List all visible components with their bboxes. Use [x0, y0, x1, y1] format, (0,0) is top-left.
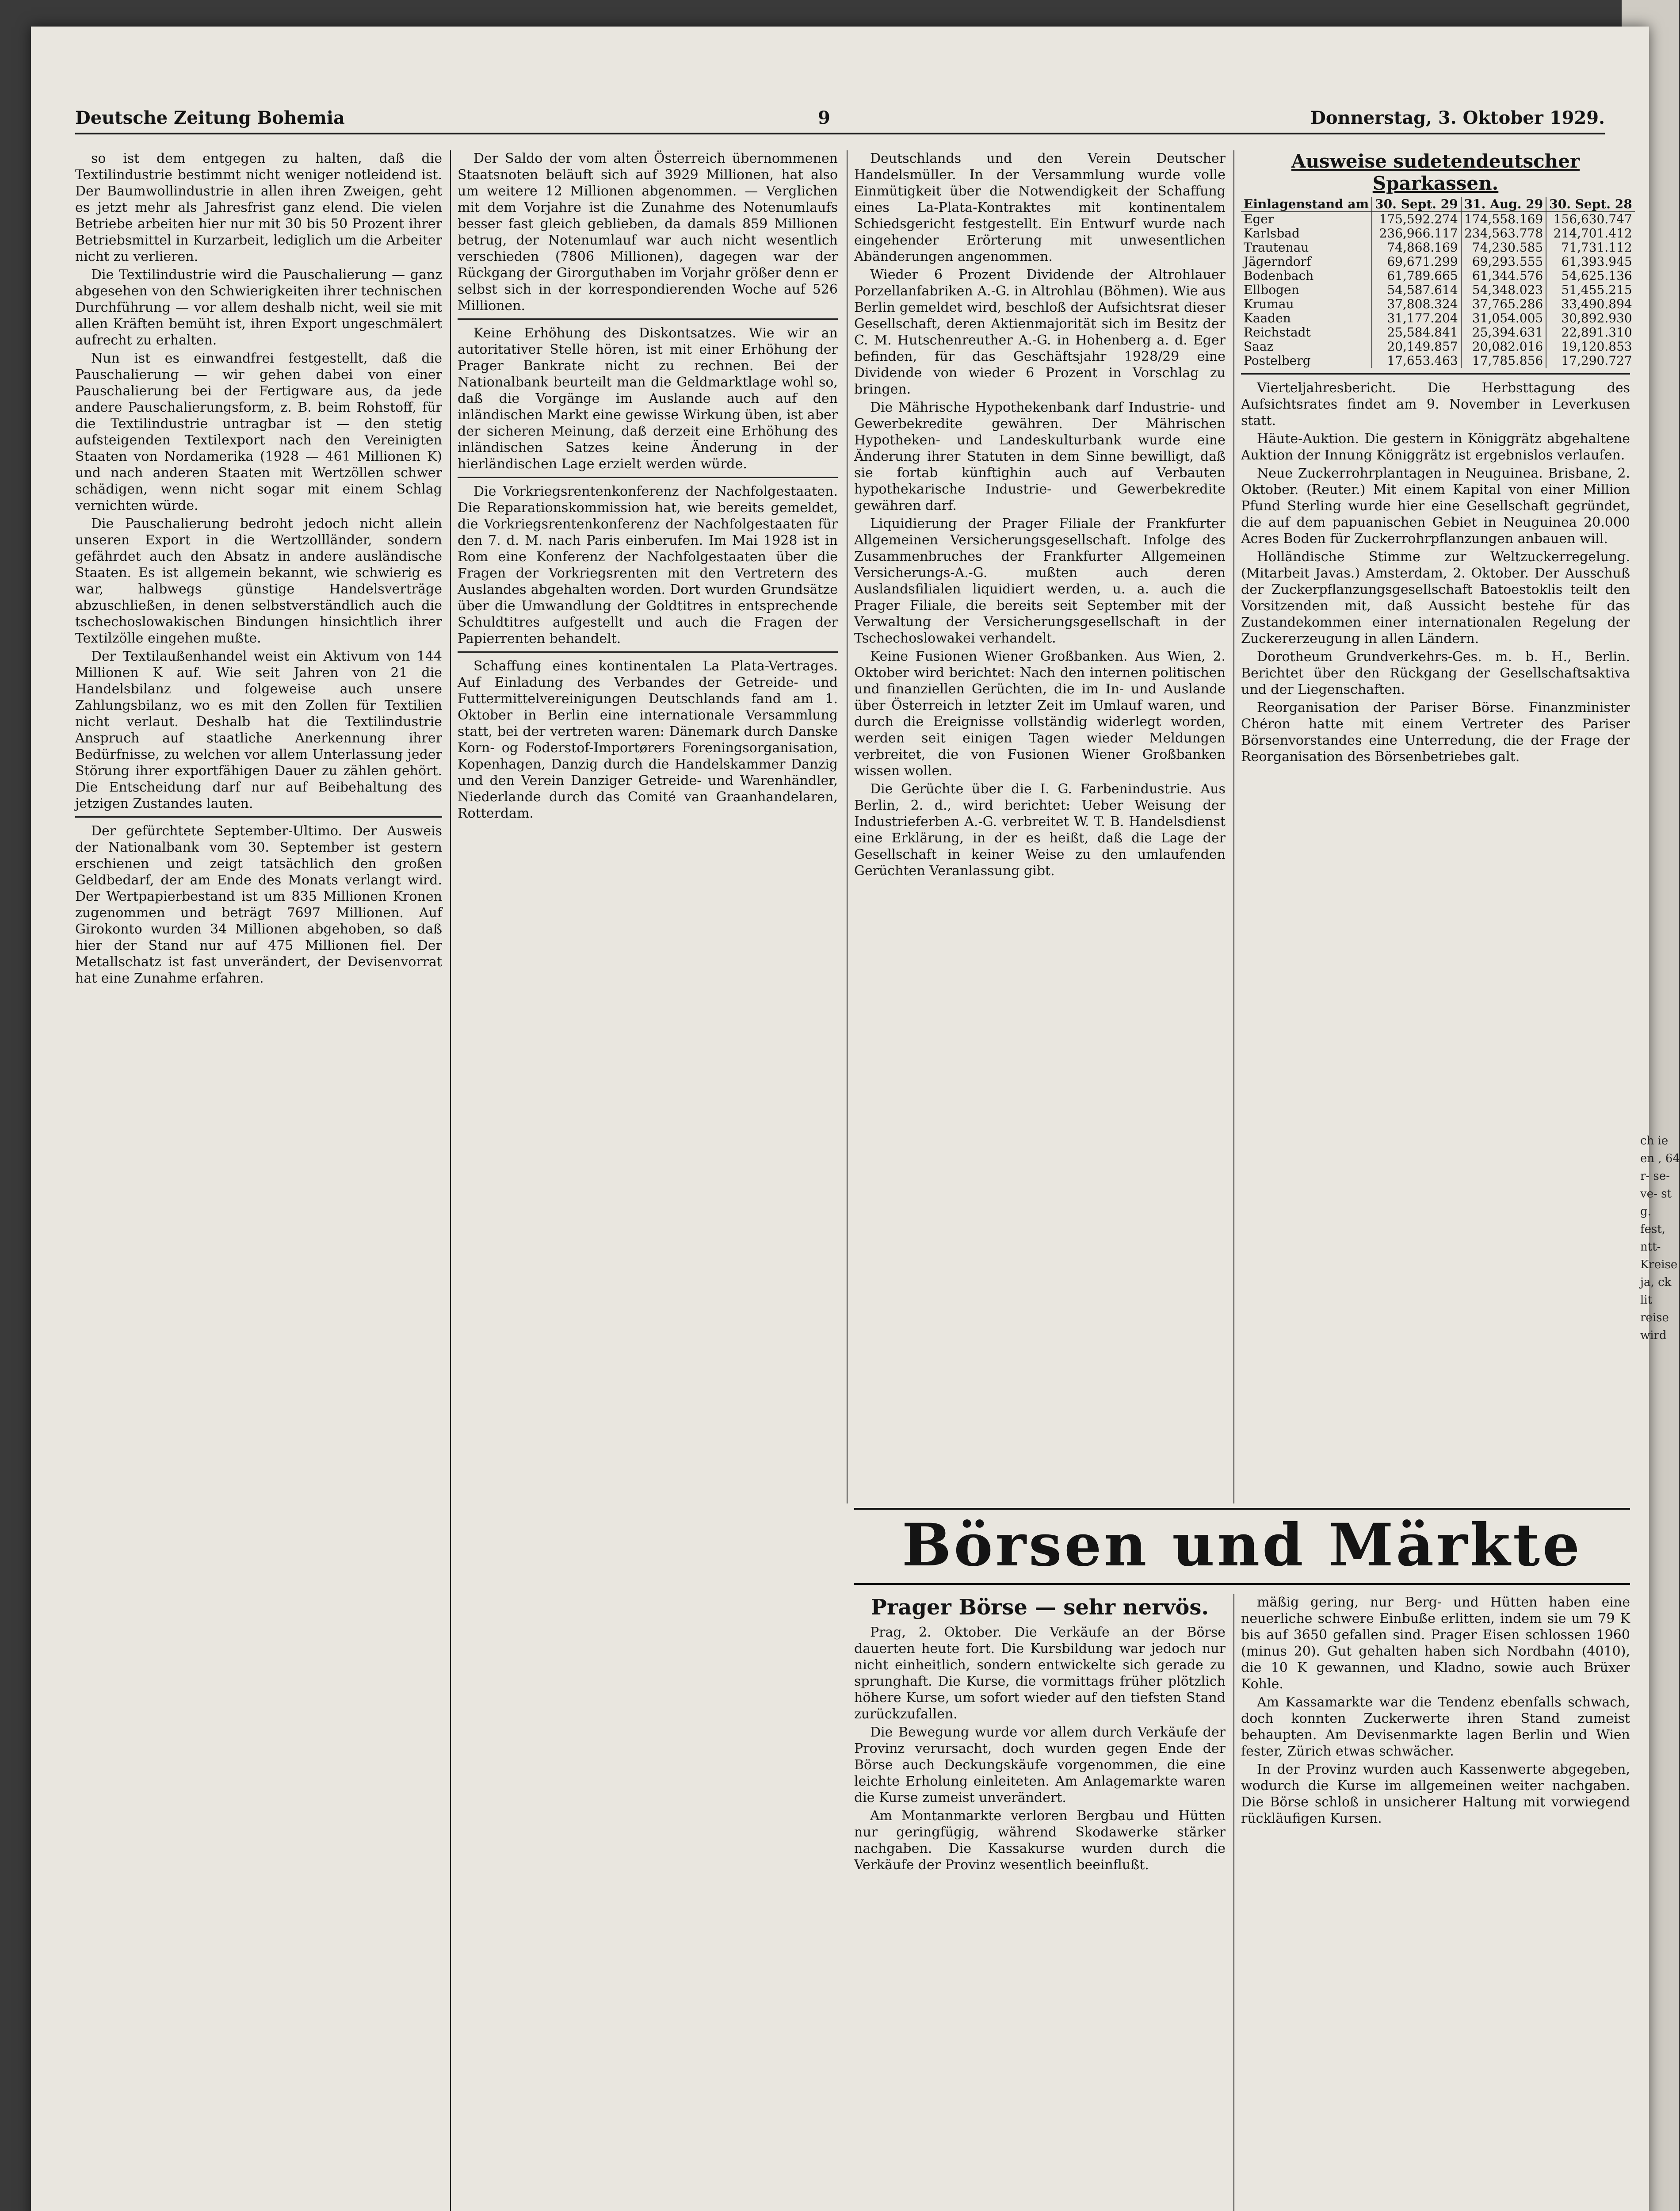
- table-cell: 54,587.614: [1372, 283, 1461, 297]
- table-cell: 175,592.274: [1372, 212, 1461, 226]
- table-cell: Krumau: [1241, 297, 1372, 311]
- table-row: [1241, 354, 1635, 368]
- divider: [458, 651, 838, 653]
- table-row: [1241, 311, 1635, 325]
- table-cell: 25,584.841: [1372, 325, 1461, 340]
- section-rule: [854, 1583, 1630, 1585]
- divider: [1241, 373, 1630, 375]
- table-cell: Kaaden: [1241, 311, 1372, 325]
- section-rule: [854, 1508, 1630, 1510]
- boersen-left-column: [854, 1594, 1226, 2211]
- table-cell: 51,455.215: [1561, 283, 1632, 297]
- table-cell: 61,789.665: [1372, 269, 1461, 283]
- table-header-row: [1241, 197, 1635, 212]
- table-cell: 74,230.585: [1461, 241, 1546, 255]
- article-paragraph: Am Montanmarkte verloren Bergbau und Hütten nur geringfügig, während Skodawerke stärker nachgaben. Die Kassakurse wurden durch die Verkäufe der Provinz wesentlich beeinflußt.: [854, 1808, 1226, 1873]
- column-rule: [450, 150, 451, 2211]
- table-cell: 156,630.747: [1553, 212, 1632, 226]
- table-cell: Saaz: [1241, 340, 1372, 354]
- table-cell: 20,149.857: [1372, 340, 1461, 354]
- divider: [458, 477, 838, 478]
- table-row: [1241, 283, 1635, 297]
- table-row: [1241, 325, 1635, 340]
- table-cell: Trautenau: [1241, 241, 1372, 255]
- column-rule: [1233, 150, 1234, 1503]
- table-cell: 25,394.631: [1461, 325, 1546, 340]
- article-paragraph: Die Mährische Hypothekenbank darf Industrie- und Gewerbekredite gewähren. Der Mährischen Hypotheken- und Landeskulturbank wurde eine Änderung ihrer Statuten in dem Sinne bewilligt, daß sie fortab künftighin auch auf Verbauten hypothekarische Industrie- und Gewerbekredite gewähren darf.: [854, 400, 1226, 513]
- table-row: [1241, 269, 1635, 283]
- article-paragraph: Die Gerüchte über die I. G. Farbenindustrie. Aus Berlin, 2. d., wird berichtet: Ueber Weisung der Industrieferben A.-G. verbreitet W. T. B. Handelsdienst eine Erklärung, in der es heißt, daß die Lage der Gesellschaft in keiner Weise zu den umlaufenden Gerüchten Veranlassung gibt.: [854, 781, 1226, 879]
- table-cell: Eger: [1241, 212, 1372, 226]
- date-line: Donnerstag, 3. Oktober 1929.: [1310, 107, 1605, 128]
- table-cell: 69,293.555: [1461, 255, 1546, 269]
- column-4: [1241, 150, 1630, 1503]
- article-paragraph: Schaffung eines kontinentalen La Plata-Vertrages. Auf Einladung des Verbandes der Getreide- und Futtermittelvereinigungen Deutschlands fand am 1. Oktober in Berlin eine internationale Versammlung statt, bei der vertreten waren: Dänemark durch Danske Korn- og Foderstof-Importørers Foreningsorganisation, Kopenhagen, Danzig durch die Handelskammer Danzig und den Verein Danziger Getreide- und Warenhändler, Niederlande durch das Comité van Graanhandelaren, Rotterdam.: [458, 658, 838, 821]
- column-rule: [1233, 1594, 1234, 2211]
- article-paragraph: Die Textilindustrie wird die Pauschalierung — ganz abgesehen von den Schwierigkeiten ihrer technischen Durchführung — vor allem deshalb nicht, weil sie mit allen Kräften bemüht ist, ihren Export ungeschmälert aufrecht zu erhalten.: [75, 267, 442, 348]
- article-paragraph: Nun ist es einwandfrei festgestellt, daß die Pauschalierung — wir gehen dabei von einer Pauschalierung bei der Fertigware aus, da jede andere Pauschalierungsform, z. B. beim Rohstoff, für die Textilindustrie untragbar ist — den stetig aufsteigenden Textilexport nach den Vereinigten Staaten von Nordamerika (1928 — 461 Millionen K) und nach anderen Staaten mit Wertzöllen schwer schädigen, wenn nicht sogar mit einem Schlag vernichten würde.: [75, 351, 442, 513]
- article-paragraph: mäßig gering, nur Berg- und Hütten haben eine neuerliche schwere Einbuße erlitten, indem sie um 79 K bis auf 3650 gefallen sind. Prager Eisen schlossen 1960 (minus 20). Gut gehalten haben sich Nordbahn (4010), die 10 K gewannen, und Kladno, sowie auch Brüxer Kohle.: [1241, 1595, 1630, 1692]
- table-row: [1241, 297, 1635, 311]
- table-cell: 54,348.023: [1461, 283, 1546, 297]
- section-title: Börsen und Märkte: [901, 1511, 1583, 1580]
- table-cell: 236,966.117: [1372, 226, 1461, 241]
- table-row: [1241, 226, 1635, 241]
- page-number: 9: [818, 107, 830, 128]
- column-header: 31. Aug. 29: [1461, 197, 1546, 212]
- table-cell: 71,731.112: [1561, 240, 1632, 255]
- section-header: [854, 1512, 1630, 1579]
- article-paragraph: Die Vorkriegsrentenkonferenz der Nachfolgestaaten. Die Reparationskommission hat, wie bereits gemeldet, die Vorkriegsrentenkonferenz der Nachfolgestaaten für den 7. d. M. nach Paris einberufen. Im Mai 1928 ist in Rom eine Konferenz der Nachfolgestaaten über die Fragen der Vorkriegsrenten mit den Vertretern des Auslandes abgehalten worden. Dort wurden Grundsätze über die Umwandlung der Goldtitres in entsprechende Schuldtitres aufgestellt und auch die Fragen der Papierrenten behandelt.: [458, 484, 838, 646]
- column-header: 30. Sept. 28: [1546, 197, 1634, 212]
- table-cell: 31,054.005: [1461, 311, 1546, 325]
- table-cell: Bodenbach: [1241, 269, 1372, 283]
- table-cell: 74,868.169: [1372, 241, 1461, 255]
- article-paragraph: Der gefürchtete September-Ultimo. Der Ausweis der Nationalbank vom 30. September ist gestern erschienen und zeigt tatsächlich den großen Geldbedarf, der am Ende des Monats verlangt wird. Der Wertpapierbestand ist um 835 Millionen Kronen zugenommen und beträgt 7697 Millionen. Auf Girokonto wurden 34 Millionen abgehoben, so daß hier der Stand nur auf 475 Millionen fiel. Der Metallschatz ist fast unverändert, der Devisenvorrat hat eine Zunahme erfahren.: [75, 823, 442, 986]
- article-paragraph: so ist dem entgegen zu halten, daß die Textilindustrie bestimmt nicht weniger notleidend ist. Der Baumwollindustrie in allen ihren Zweigen, geht es jetzt mehr als Jahresfrist ganz elend. Die vielen Betriebe arbeiten hier nur mit 30 bis 50 Prozent ihrer Betriebsmittel in Kurzarbeit, lediglich um die Arbeiter nicht zu verlieren.: [75, 151, 442, 264]
- boersen-right-column: [1241, 1594, 1630, 2211]
- table-cell: 54,625.136: [1561, 268, 1632, 283]
- table-cell: 37,765.286: [1461, 297, 1546, 311]
- article-paragraph: Keine Erhöhung des Diskontsatzes. Wie wir an autoritativer Stelle hören, ist mit einer Erhöhung der Prager Bankrate nicht zu rechnen. Bei der Nationalbank beurteilt man die Geldmarktlage wohl so, daß die Vorgänge im Auslande auch auf den inländischen Markt eine gewisse Wirkung üben, ist aber der sicheren Meinung, daß derzeit eine Erhöhung des inländischen Satzes keine Änderung in der hierländischen Lage erzielt werden würde.: [458, 325, 838, 472]
- table-cell: 20,082.016: [1461, 340, 1546, 354]
- table-cell: 234,563.778: [1461, 226, 1546, 241]
- article-paragraph: Der Textilaußenhandel weist ein Aktivum von 144 Millionen K auf. Wie seit Jahren von 21 die Handelsbilanz und folgeweise auch unsere Zahlungsbilanz, wo es mit den Zollen für Textilien nicht verlaut. Deshalb hat die Textilindustrie Anspruch auf staatliche Anerkennung ihrer Bedürfnisse, zu welchen vor allem Unterlassung jeder Störung ihrer exportfähigen Dauer zu zählen gehört. Die Entscheidung darf nur auf Beibehaltung des jetzigen Zustandes lauten.: [75, 649, 442, 811]
- column-3: [854, 150, 1226, 1503]
- article-paragraph: Der Saldo der vom alten Österreich übernommenen Staatsnoten beläuft sich auf 3929 Millionen, hat also um weitere 12 Millionen abgenommen. — Verglichen mit dem Vorjahre ist die Zunahme des Notenumlaufs besser fast gleich geblieben, da damals 859 Millionen betrug, der Notenumlauf war auch nicht wesentlich verschieden (7806 Millionen), dagegen war der Rückgang der Girorguthaben im Vorjahr größer denn er selbst sich in der korrespondierenden Woche auf 526 Millionen.: [458, 151, 838, 314]
- article-paragraph: Keine Fusionen Wiener Großbanken. Aus Wien, 2. Oktober wird berichtet: Nach den internen politischen und finanziellen Gerüchten, die im In- und Auslande über Österreich in letzter Zeit im Umlauf waren, und durch die Ereignisse vollständig widerlegt worden, werden seit einigen Tagen wieder Meldungen verbreitet, die von Fusionen Wiener Großbanken wissen wollen.: [854, 649, 1226, 779]
- table-cell: 69,671.299: [1372, 255, 1461, 269]
- table-cell: 174,558.169: [1461, 212, 1546, 226]
- article-paragraph: Wieder 6 Prozent Dividende der Altrohlauer Porzellanfabriken A.-G. in Altrohlau (Böhmen). Wie aus Berlin gemeldet wird, beschloß der Aufsichtsrat dieser Gesellschaft, deren Aktienmajorität sich im Besitz der C. M. Hutschenreuther A.-G. in Hohenberg a. d. Eger befinden, für das Geschäftsjahr 1928/29 eine Dividende von wieder 6 Prozent in Vorschlag zu bringen.: [854, 267, 1226, 397]
- table-row: [1241, 241, 1635, 255]
- article-headline: Prager Börse — sehr nervös.: [871, 1595, 1209, 1620]
- article-paragraph: Reorganisation der Pariser Börse. Finanzminister Chéron hatte mit einem Vertreter des Pariser Börsenvorstandes eine Unterredung, die der Frage der Reorganisation des Börsenbetriebes galt.: [1241, 700, 1630, 765]
- table-cell: 17,653.463: [1372, 354, 1461, 368]
- masthead: Deutsche Zeitung Bohemia: [75, 107, 345, 128]
- table-cell: 17,785.856: [1461, 354, 1546, 368]
- table-row: [1241, 255, 1635, 269]
- divider: [458, 318, 838, 320]
- article-paragraph: Holländische Stimme zur Weltzuckerregelung. (Mitarbeit Javas.) Amsterdam, 2. Oktober. Der Ausschuß der Zuckerpflanzungsgesellschaft Batoestoklis teilt den Vorsitzenden mit, daß Aussicht bestehe für das Zustandekommen einer internationalen Regelung der Zuckererzeugung in allen Ländern.: [1241, 549, 1630, 646]
- column-rule: [847, 150, 848, 1503]
- table-cell: 61,393.945: [1561, 254, 1632, 269]
- article-paragraph: Dorotheum Grundverkehrs-Ges. m. b. H., Berlin. Berichtet über den Rückgang der Gesellschaftsaktiva und der Liegenschaften.: [1241, 649, 1630, 697]
- table-cell: 61,344.576: [1461, 269, 1546, 283]
- table-cell: 214,701.412: [1553, 226, 1632, 241]
- table-cell: Postelberg: [1241, 354, 1372, 368]
- divider: [75, 816, 442, 818]
- table-cell: 30,892.930: [1561, 311, 1632, 325]
- column-1: [75, 150, 442, 2211]
- table-cell: 33,490.894: [1561, 297, 1632, 311]
- article-paragraph: Neue Zuckerrohrplantagen in Neuguinea. Brisbane, 2. Oktober. (Reuter.) Mit einem Kapital von einer Million Pfund Sterling wurde hier eine Gesellschaft gegründet, die auf dem papuanischen Gebiet in Neuguinea 20.000 Acres Boden für Zuckerrohrpflanzungen anbauen will.: [1241, 466, 1630, 547]
- page-header: [75, 102, 1605, 134]
- table-cell: Jägerndorf: [1241, 255, 1372, 269]
- column-header: 30. Sept. 29: [1372, 197, 1461, 212]
- table-cell: Karlsbad: [1241, 226, 1372, 241]
- article-paragraph: Häute-Auktion. Die gestern in Königgrätz abgehaltene Auktion der Innung Königgrätz ist ergebnislos verlaufen.: [1241, 431, 1630, 463]
- table-cell: Reichstadt: [1241, 325, 1372, 340]
- savings-table: [1241, 197, 1635, 368]
- table-title: Ausweise sudetendeutscher Sparkassen.: [1291, 150, 1580, 194]
- newspaper-page: [31, 27, 1680, 2211]
- column-header: Einlagenstand am: [1241, 197, 1372, 212]
- column-2: [458, 150, 838, 2211]
- table-cell: 37,808.324: [1372, 297, 1461, 311]
- table-row: [1241, 340, 1635, 354]
- article-paragraph: Deutschlands und den Verein Deutscher Handelsmüller. In der Versammlung wurde volle Einmütigkeit über die Notwendigkeit der Schaffung eines La-Plata-Kontraktes mit kontinentalem Schiedsgericht festgestellt. Ein Entwurf wurde nach eingehender Erörterung mit unwesentlichen Abänderungen angenommen.: [854, 151, 1226, 264]
- table-cell: 17,290.727: [1561, 353, 1632, 368]
- cropped-edge-text: ch ie en , 64 r- se- ve- st g. fest, ntt- Kreise ja, ck lit reise wird: [1640, 1134, 1680, 1342]
- article-paragraph: Liquidierung der Prager Filiale der Frankfurter Allgemeinen Versicherungsgesellschaft. Infolge des Zusammenbruches der Frankfurter Allgemeinen Versicherungs-A.-G. mußten auch deren Auslandsfilialen liquidiert werden, u. a. auch die Prager Filiale, die bereits seit September mit der Verwaltung der Versicherungsgesellschaft in der Tschechoslowakei verhandelt.: [854, 516, 1226, 646]
- table-cell: 22,891.310: [1561, 325, 1632, 340]
- article-paragraph: In der Provinz wurden auch Kassenwerte abgegeben, wodurch die Kurse im allgemeinen weiter nachgaben. Die Börse schloß in unsicherer Haltung mit vorwiegend rückläufigen Kursen.: [1241, 1762, 1630, 1826]
- table-cell: Ellbogen: [1241, 283, 1372, 297]
- article-paragraph: Prag, 2. Oktober. Die Verkäufe an der Börse dauerten heute fort. Die Kursbildung war jedoch nur nicht einheitlich, sondern entwickelte sich gerade zu sprunghaft. Die Kurse, die vormittags früher plötzlich höhere Kurse, um sofort wieder auf den tiefsten Stand zurückzufallen.: [854, 1625, 1226, 1722]
- article-paragraph: Die Bewegung wurde vor allem durch Verkäufe der Provinz verursacht, doch wurden gegen Ende der Börse auch Deckungskäufe vorgenommen, die eine leichte Erholung einleiteten. Am Anlagemarkte waren die Kurse zumeist unverändert.: [854, 1725, 1226, 1806]
- table-row: [1241, 212, 1635, 226]
- table-cell: 19,120.853: [1561, 339, 1632, 354]
- article-paragraph: Die Pauschalierung bedroht jedoch nicht allein unseren Export in die Wertzollländer, sondern gefährdet auch den Absatz in andere ausländische Staaten. Es ist allgemein bekannt, wie schwierig es war, halbwegs günstige Handelsverträge abzuschließen, in denen selbstverständlich auch die tschechoslowakischen Bindungen hinsichtlich ihrer Textilzölle eingehen mußte.: [75, 516, 442, 646]
- article-paragraph: Vierteljahresbericht. Die Herbsttagung des Aufsichtsrates findet am 9. November in Leverkusen statt.: [1241, 380, 1630, 428]
- table-cell: 31,177.204: [1372, 311, 1461, 325]
- article-paragraph: Am Kassamarkte war die Tendenz ebenfalls schwach, doch konnten Zuckerwerte ihren Stand zumeist behaupten. Am Devisenmarkte lagen Berlin und Wien fester, Zürich etwas schwächer.: [1241, 1695, 1630, 1759]
